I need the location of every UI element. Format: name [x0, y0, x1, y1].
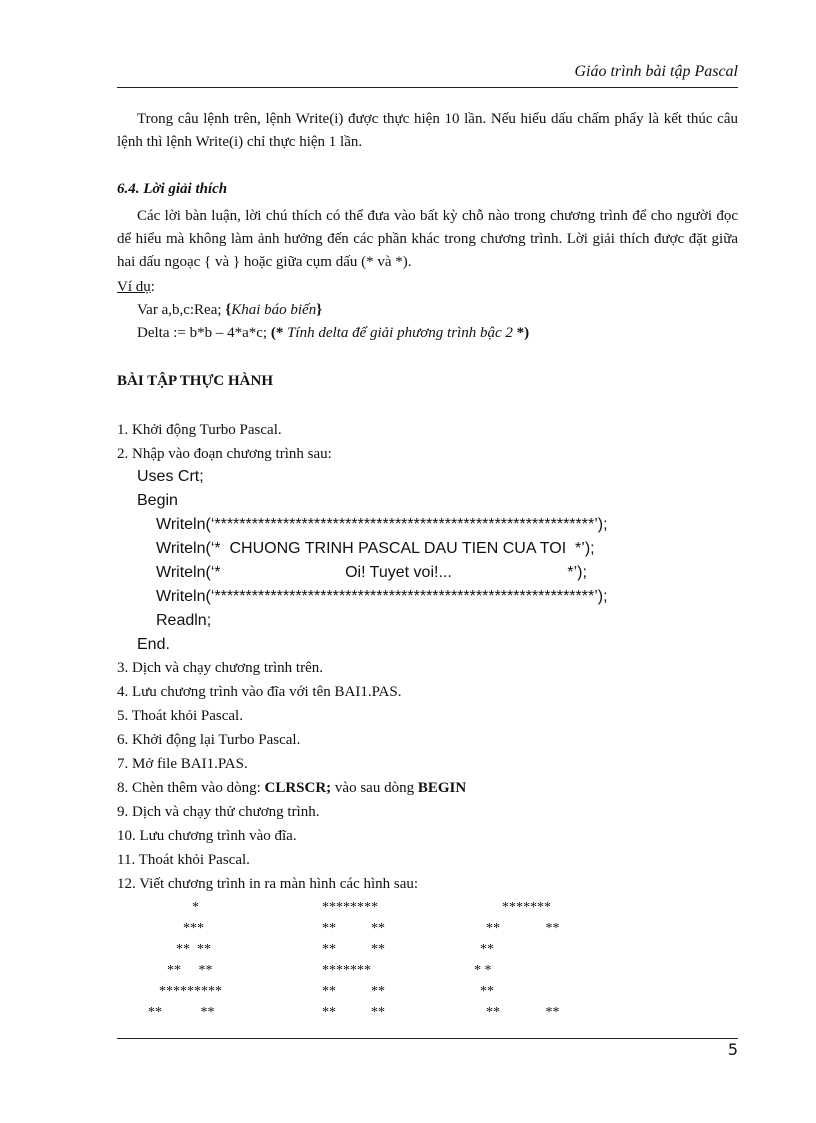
code-line-writeln-border-bottom: Writeln(‘*************************************************************’);	[156, 588, 608, 605]
exercise-item-10: 10. Lưu chương trình vào đĩa.	[117, 828, 297, 844]
code-line-writeln-message: Writeln(‘* Oi! Tuyet voi!... *’);	[156, 564, 587, 581]
code-line-begin: Begin	[137, 492, 178, 509]
shape-c-row-6: ** **	[486, 1005, 560, 1020]
example-label-text: Ví dụ	[117, 279, 151, 295]
shape-c-row-4: * *	[474, 963, 492, 978]
page-number: 5	[727, 1040, 738, 1059]
example-line-2	[137, 325, 529, 342]
header-rule	[117, 87, 738, 88]
exercise-item-1: 1. Khởi động Turbo Pascal.	[117, 422, 282, 438]
shape-b-row-3: ** **	[322, 942, 385, 957]
footer-rule	[117, 1038, 738, 1039]
code-line-uses: Uses Crt;	[137, 468, 204, 485]
exercise-item-8-text: 8. Chèn thêm vào dòng:	[117, 780, 265, 796]
code-line-end: End.	[137, 636, 170, 653]
shape-triangle-row-1: *	[192, 900, 199, 915]
exercise-item-3: 3. Dịch và chạy chương trình trên.	[117, 660, 324, 676]
shape-b-row-2: ** **	[322, 921, 385, 936]
shape-b-row-1: ********	[322, 900, 378, 915]
shape-triangle-row-2: ***	[183, 921, 204, 936]
example-1-open: {	[225, 302, 232, 318]
example-label-colon: :	[150, 279, 155, 295]
shape-b-row-6: ** **	[322, 1005, 385, 1020]
example-2-open: (*	[270, 325, 288, 341]
shape-triangle-row-4: ** **	[167, 963, 213, 978]
shape-b-row-4: *******	[322, 963, 371, 978]
code-line-writeln-title: Writeln(‘* CHUONG TRINH PASCAL DAU TIEN CUA TOI *’);	[156, 540, 595, 557]
shape-triangle-row-6: ** **	[148, 1005, 215, 1020]
section-body-line-3: trình. Lời giải thích được đặt giữa hai dấu ngoạc { và } hoặc giữa cụm dấu (* và *).	[117, 231, 739, 270]
section-body-line-2: cho người đọc dể hiểu mà không làm ảnh hưởng đến các phần khác trong chương	[117, 208, 739, 247]
exercise-item-12: 12. Viết chương trình in ra màn hình các hình sau:	[117, 876, 419, 892]
exercise-item-4: 4. Lưu chương trình vào đĩa với tên BAI1.PAS.	[117, 684, 402, 700]
intro-paragraph	[117, 108, 738, 154]
exercises-heading: BÀI TẬP THỰC HÀNH	[117, 373, 273, 389]
example-line-1	[137, 302, 322, 319]
exercise-item-5: 5. Thoát khỏi Pascal.	[117, 708, 243, 724]
exercise-item-11: 11. Thoát khỏi Pascal.	[117, 852, 250, 868]
exercise-item-9: 9. Dịch và chạy thử chương trình.	[117, 804, 320, 820]
example-label	[117, 279, 155, 296]
example-2-close: *)	[512, 325, 530, 341]
shape-triangle-row-3: ** **	[176, 942, 211, 957]
exercise-item-8-keyword-clrscr: CLRSCR;	[264, 780, 332, 796]
exercise-item-8	[117, 780, 466, 797]
code-line-writeln-border-top: Writeln(‘*************************************************************’);	[156, 516, 608, 533]
example-1-comment: Khai báo biến	[231, 302, 317, 318]
shape-triangle-row-5: *********	[159, 984, 222, 999]
example-1-code: Var a,b,c:Rea;	[137, 302, 226, 318]
example-1-close: }	[316, 302, 323, 318]
section-heading: 6.4. Lời giải thích	[117, 181, 228, 197]
example-2-comment: Tính delta để giải phương trình bậc 2	[287, 325, 513, 341]
section-body-line-1: Các lời bàn luận, lời chú thích có thể đưa vào bất kỳ chỗ nào trong chương trình để	[137, 208, 647, 224]
intro-line-1: Trong câu lệnh trên, lệnh Write(i) được thực hiện 10 lần. Nếu hiểu dấu chấm phẩy	[137, 111, 644, 127]
shape-c-row-1: *******	[502, 900, 551, 915]
example-2-code: Delta := b*b – 4*a*c;	[137, 325, 271, 341]
shape-c-row-5: **	[480, 984, 494, 999]
shape-c-row-2: ** **	[486, 921, 560, 936]
exercise-item-7: 7. Mở file BAI1.PAS.	[117, 756, 248, 772]
exercise-item-8-middle: vào sau dòng	[331, 780, 418, 796]
running-header-title: Giáo trình bài tập Pascal	[574, 63, 738, 80]
shape-c-row-3: **	[480, 942, 494, 957]
shape-b-row-5: ** **	[322, 984, 385, 999]
exercise-item-8-keyword-begin: BEGIN	[417, 780, 467, 796]
section-body	[117, 205, 738, 274]
exercise-item-6: 6. Khởi động lại Turbo Pascal.	[117, 732, 301, 748]
code-line-readln: Readln;	[156, 612, 212, 629]
exercise-item-2: 2. Nhập vào đoạn chương trình sau:	[117, 446, 332, 462]
intro-line-2: là kết thúc câu lệnh thì lệnh Write(i) chỉ thực hiện 1 lần.	[117, 111, 738, 150]
